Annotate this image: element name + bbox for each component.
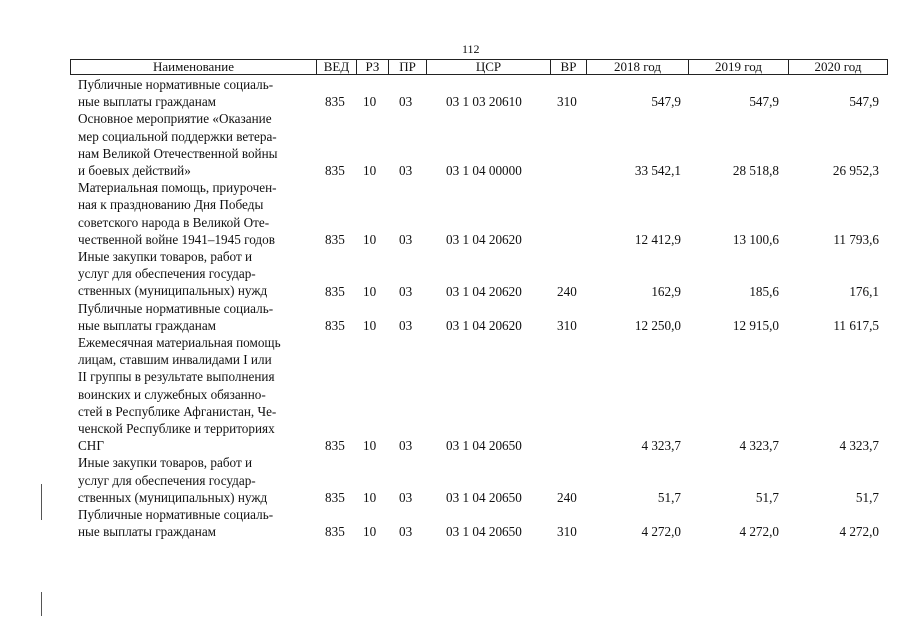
cell-y2019: 12 915,0 bbox=[732, 317, 779, 333]
row-name-line: СНГ bbox=[78, 438, 104, 454]
row-values bbox=[0, 489, 905, 506]
row-name-line: советского народа в Великой Оте- bbox=[78, 214, 270, 230]
table-row bbox=[0, 110, 905, 179]
header-vr: ВР bbox=[551, 60, 587, 74]
cell-pr: 03 bbox=[399, 163, 413, 179]
header-rz: РЗ bbox=[357, 60, 389, 74]
table-row bbox=[0, 76, 905, 110]
cell-csr: 03 1 04 20650 bbox=[446, 438, 522, 454]
cell-y2020: 547,9 bbox=[849, 94, 879, 110]
row-name-line: воинских и служебных обязанно- bbox=[78, 386, 266, 402]
cell-csr: 03 1 04 00000 bbox=[446, 163, 522, 179]
cell-y2019: 51,7 bbox=[755, 489, 779, 505]
cell-csr: 03 1 04 20620 bbox=[446, 283, 522, 299]
cell-rz: 10 bbox=[363, 231, 377, 247]
cell-y2018: 51,7 bbox=[657, 489, 681, 505]
header-2020: 2020 год bbox=[814, 59, 862, 74]
cell-ved: 835 bbox=[325, 231, 345, 247]
row-name-line: Материальная помощь, приурочен- bbox=[78, 180, 277, 196]
cell-rz: 10 bbox=[363, 317, 377, 333]
row-name-line: мер социальной поддержки ветера- bbox=[78, 128, 277, 144]
cell-vr: 240 bbox=[557, 283, 577, 299]
row-name bbox=[78, 334, 318, 454]
row-values bbox=[0, 231, 905, 248]
cell-pr: 03 bbox=[399, 94, 413, 110]
cell-csr: 03 1 04 20620 bbox=[446, 231, 522, 247]
row-name-line: ственных (муниципальных) нужд bbox=[78, 283, 268, 299]
row-values bbox=[0, 317, 905, 334]
cell-pr: 03 bbox=[399, 524, 413, 540]
cell-y2019: 4 272,0 bbox=[739, 524, 779, 540]
cell-ved: 835 bbox=[325, 524, 345, 540]
row-name-line: ные выплаты гражданам bbox=[78, 317, 217, 333]
cell-csr: 03 1 04 20650 bbox=[446, 489, 522, 505]
cell-pr: 03 bbox=[399, 283, 413, 299]
table-body bbox=[0, 76, 905, 540]
table-row bbox=[0, 334, 905, 454]
cell-rz: 10 bbox=[363, 283, 377, 299]
row-values bbox=[0, 437, 905, 454]
cell-y2020: 4 323,7 bbox=[839, 438, 879, 454]
row-name-line: Основное мероприятие «Оказание bbox=[78, 111, 272, 127]
row-name-line: стей в Республике Афганистан, Че- bbox=[78, 403, 277, 419]
header-pr: ПР bbox=[389, 60, 427, 74]
table-row bbox=[0, 506, 905, 540]
cell-y2019: 547,9 bbox=[749, 94, 779, 110]
cell-ved: 835 bbox=[325, 438, 345, 454]
cell-pr: 03 bbox=[399, 489, 413, 505]
cell-y2018: 12 250,0 bbox=[634, 317, 681, 333]
row-name-line: услуг для обеспечения государ- bbox=[78, 266, 256, 282]
row-name-line: II группы в результате выполнения bbox=[78, 369, 275, 385]
row-values bbox=[0, 162, 905, 179]
cell-y2019: 4 323,7 bbox=[739, 438, 779, 454]
cell-y2020: 51,7 bbox=[855, 489, 879, 505]
cell-y2020: 4 272,0 bbox=[839, 524, 879, 540]
header-name: Наименование bbox=[71, 60, 317, 74]
row-values bbox=[0, 283, 905, 300]
row-name-line: Публичные нормативные социаль- bbox=[78, 300, 274, 316]
cell-y2019: 13 100,6 bbox=[732, 231, 779, 247]
cell-vr: 310 bbox=[557, 524, 577, 540]
cell-vr: 310 bbox=[557, 317, 577, 333]
header-csr: ЦСР bbox=[427, 60, 551, 74]
row-name-line: лицам, ставшим инвалидами I или bbox=[78, 352, 272, 368]
row-name-line: ные выплаты гражданам bbox=[78, 524, 217, 540]
cell-y2020: 26 952,3 bbox=[832, 163, 879, 179]
row-values bbox=[0, 523, 905, 540]
cell-vr: 240 bbox=[557, 489, 577, 505]
cell-rz: 10 bbox=[363, 163, 377, 179]
table-row bbox=[0, 248, 905, 300]
row-name-line: Ежемесячная материальная помощь bbox=[78, 334, 281, 350]
row-name-line: чественной войне 1941–1945 годов bbox=[78, 231, 275, 247]
row-name-line: ченской Республике и территориях bbox=[78, 420, 275, 436]
cell-y2018: 547,9 bbox=[651, 94, 681, 110]
margin-mark bbox=[41, 592, 42, 616]
row-name-line: Публичные нормативные социаль- bbox=[78, 77, 274, 92]
row-name-line: услуг для обеспечения государ- bbox=[78, 472, 256, 488]
cell-vr: 310 bbox=[557, 94, 577, 110]
cell-pr: 03 bbox=[399, 317, 413, 333]
cell-y2019: 28 518,8 bbox=[732, 163, 779, 179]
cell-y2018: 4 323,7 bbox=[641, 438, 681, 454]
row-name-line: и боевых действий» bbox=[78, 163, 191, 178]
cell-csr: 03 1 04 20650 bbox=[446, 524, 522, 540]
row-name-line: ные выплаты гражданам bbox=[78, 94, 217, 110]
table-row bbox=[0, 179, 905, 248]
cell-y2020: 176,1 bbox=[849, 283, 879, 299]
row-name-line: Иные закупки товаров, работ и bbox=[78, 455, 253, 471]
cell-y2018: 12 412,9 bbox=[634, 231, 681, 247]
cell-rz: 10 bbox=[363, 489, 377, 505]
header-2019: 2019 год bbox=[689, 60, 789, 74]
cell-y2018: 4 272,0 bbox=[641, 524, 681, 540]
row-values bbox=[0, 93, 905, 110]
cell-rz: 10 bbox=[363, 94, 377, 110]
cell-csr: 03 1 04 20620 bbox=[446, 317, 522, 333]
cell-y2020: 11 793,6 bbox=[833, 231, 879, 247]
table-header bbox=[70, 59, 888, 75]
row-name-line: нам Великой Отечественной войны bbox=[78, 145, 278, 161]
row-name-line: Иные закупки товаров, работ и bbox=[78, 248, 253, 264]
header-ved: ВЕД bbox=[317, 60, 357, 74]
cell-rz: 10 bbox=[363, 438, 377, 454]
cell-pr: 03 bbox=[399, 231, 413, 247]
cell-ved: 835 bbox=[325, 283, 345, 299]
table-row bbox=[0, 454, 905, 506]
cell-y2018: 33 542,1 bbox=[634, 163, 681, 179]
cell-ved: 835 bbox=[325, 163, 345, 179]
cell-pr: 03 bbox=[399, 438, 413, 454]
margin-mark bbox=[41, 484, 42, 520]
row-name-line: Публичные нормативные социаль- bbox=[78, 506, 274, 522]
cell-ved: 835 bbox=[325, 317, 345, 333]
cell-ved: 835 bbox=[325, 94, 345, 110]
cell-ved: 835 bbox=[325, 489, 345, 505]
row-name-line: ственных (муниципальных) нужд bbox=[78, 489, 268, 505]
header-2018: 2018 год bbox=[587, 60, 689, 74]
cell-csr: 03 1 03 20610 bbox=[446, 94, 522, 110]
table-row bbox=[0, 300, 905, 334]
page-number: 112 bbox=[462, 42, 480, 56]
cell-rz: 10 bbox=[363, 524, 377, 540]
cell-y2020: 11 617,5 bbox=[833, 317, 879, 333]
row-name-line: ная к празднованию Дня Победы bbox=[78, 197, 264, 213]
cell-y2018: 162,9 bbox=[651, 283, 681, 299]
cell-y2019: 185,6 bbox=[749, 283, 779, 299]
